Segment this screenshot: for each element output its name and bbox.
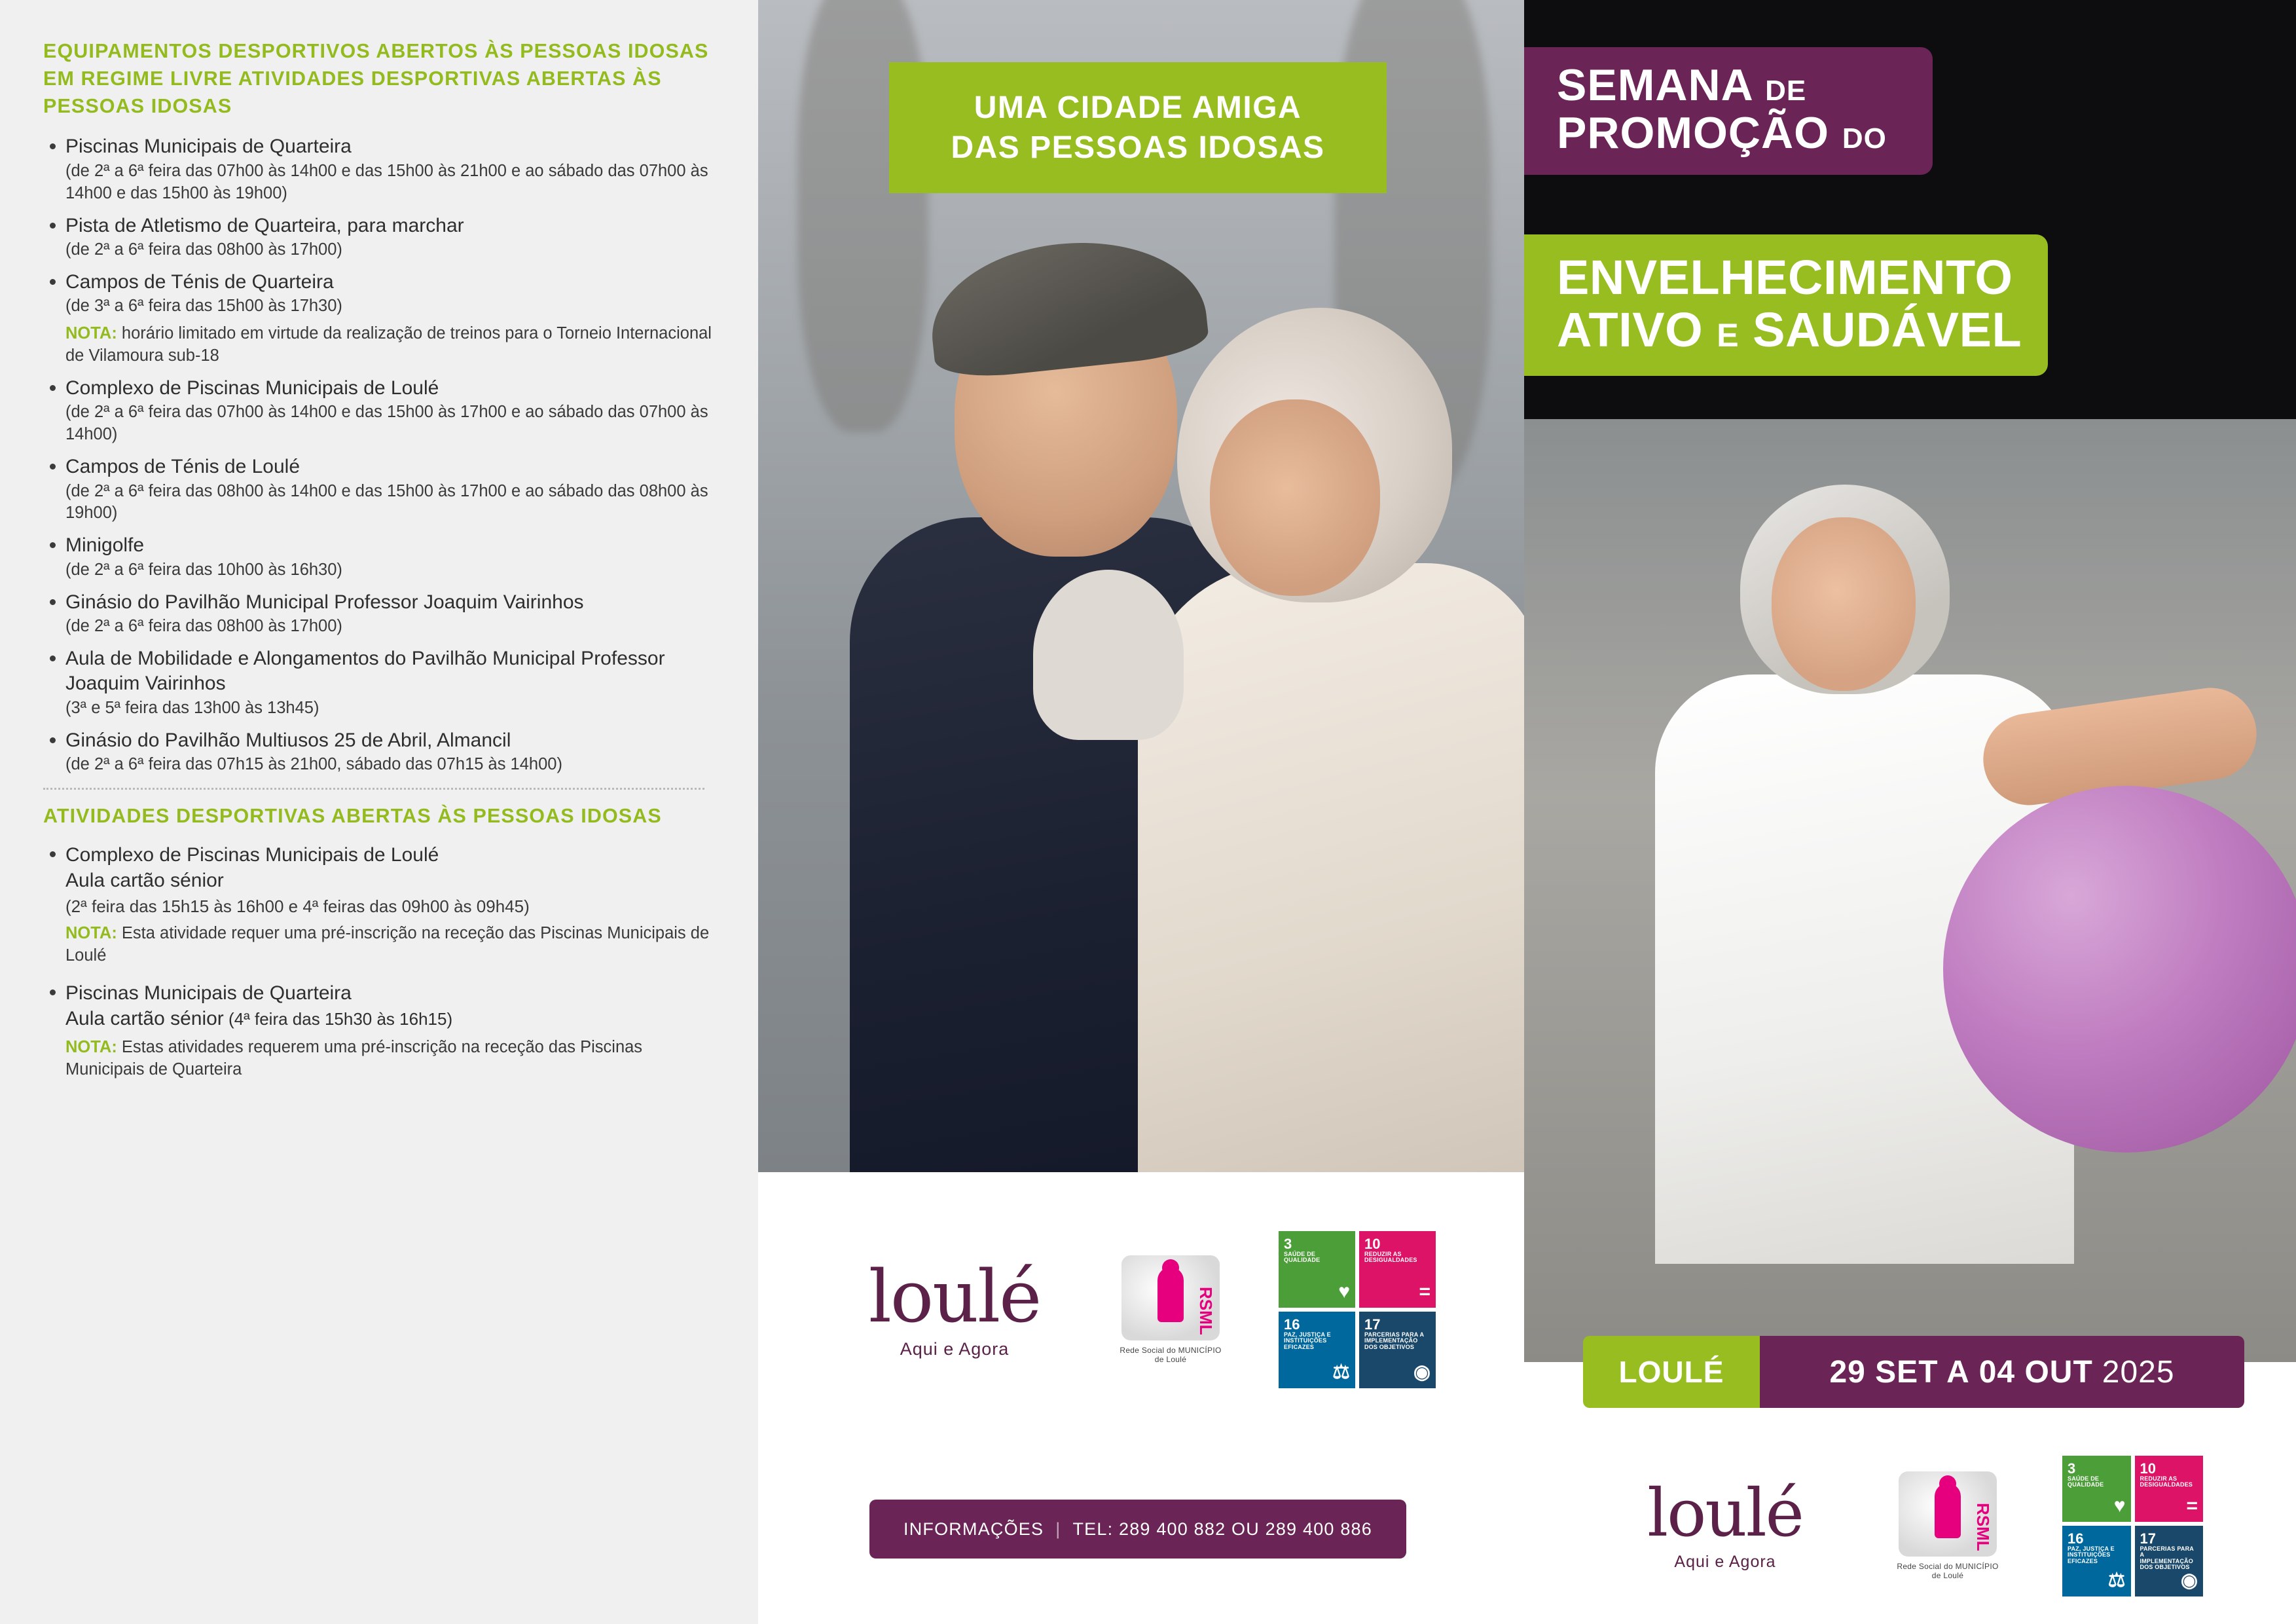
- sdg-heartbeat-icon: ♥: [1338, 1281, 1350, 1302]
- right-logo-row: [1524, 1428, 2296, 1624]
- item-schedule: (de 2ª a 6ª feira das 07h00 às 14h00 e das 15h00 às 17h00 e ao sábado das 07h00 às 14h00): [65, 403, 708, 444]
- title-semana: SEMANA: [1557, 60, 1753, 110]
- item-title: Ginásio do Pavilhão Municipal Professor Joaquim Vairinhos: [65, 591, 584, 613]
- sdg-name: PAZ, JUSTIÇA E INSTITUIÇÕES EFICAZES: [2068, 1545, 2115, 1564]
- loule-tagline: Aqui e Agora: [1674, 1552, 1776, 1571]
- activity-subtitle-text: Aula cartão sénior: [65, 1008, 224, 1030]
- activity-title: Piscinas Municipais de Quarteira: [65, 982, 352, 1005]
- list-item: [43, 376, 719, 446]
- item-title: Piscinas Municipais de Quarteira: [65, 136, 352, 158]
- activity-subtitle: [65, 1006, 719, 1031]
- sdg-name: REDUZIR AS DESIGUALDADES: [1364, 1251, 1417, 1264]
- item-schedule: (3ª e 5ª feira das 13h00 às 13h45): [65, 698, 319, 717]
- rsml-letters: RSML: [1973, 1503, 1993, 1551]
- item-schedule: (de 2ª a 6ª feira das 07h00 às 14h00 e das 15h00 às 21h00 e ao sábado das 07h00 às 14h00 e das 15h00 às 19h00): [65, 161, 708, 202]
- list-item: [43, 533, 719, 581]
- note-text: Estas atividades requerem uma pré-inscrição na receção das Piscinas Municipais de Quarteira: [65, 1038, 643, 1079]
- list-item: [43, 842, 719, 967]
- activity-title: Complexo de Piscinas Municipais de Loulé: [65, 843, 439, 866]
- activity-subtitle-schedule: (4ª feira das 15h30 às 16h15): [223, 1009, 453, 1029]
- event-title-green: [1524, 234, 2048, 376]
- sdg-goals-grid: [1279, 1231, 1436, 1388]
- rsml-letters: RSML: [1196, 1287, 1216, 1335]
- item-title: Ginásio do Pavilhão Multiusos 25 de Abril, Almancil: [65, 729, 511, 751]
- sdg-name: PARCERIAS PARA A IMPLEMENTAÇÃO DOS OBJETIVOS: [2140, 1545, 2194, 1571]
- item-title: Aula de Mobilidade e Alongamentos do Pavilhão Municipal Professor Joaquim Vairinhos: [65, 647, 665, 695]
- sdg-goal-3: [2062, 1456, 2131, 1522]
- list-item: [43, 728, 719, 776]
- activity-schedule: (2ª feira das 15h15 às 16h00 e 4ª feiras das 09h00 às 09h45): [65, 896, 530, 916]
- sdg-goal-10: [2135, 1456, 2204, 1522]
- item-schedule: (de 2ª a 6ª feira das 07h15 às 21h00, sábado das 07h15 às 14h00): [65, 755, 562, 774]
- sdg-name: SAÚDE DE QUALIDADE: [2068, 1475, 2104, 1488]
- item-note: [65, 323, 719, 367]
- rsml-caption: Rede Social do MUNICÍPIO de Loulé: [1897, 1562, 1999, 1580]
- middle-logo-row: [758, 1205, 1524, 1414]
- item-schedule: (de 2ª a 6ª feira das 08h00 às 17h00): [65, 240, 342, 259]
- note-label: NOTA:: [65, 924, 117, 943]
- list-item: [43, 270, 719, 367]
- middle-panel: [758, 0, 1524, 1624]
- sdg-equals-icon: =: [1419, 1281, 1430, 1302]
- sdg-goal-10: [1359, 1231, 1436, 1308]
- note-text: horário limitado em virtude da realização de treinos para o Torneio Internacional de Vilamoura sub-18: [65, 324, 712, 365]
- title-line-4: [1557, 304, 2022, 356]
- senior-woman-face: [1210, 399, 1380, 596]
- loule-logo: [1617, 1474, 1833, 1572]
- item-schedule: (de 2ª a 6ª feira das 10h00 às 16h30): [65, 560, 342, 579]
- sdg-partnership-icon: ◉: [2180, 1569, 2198, 1591]
- title-promocao: PROMOÇÃO: [1557, 108, 1829, 158]
- friendly-city-banner: [889, 62, 1387, 193]
- sdg-name: PARCERIAS PARA A IMPLEMENTAÇÃO DOS OBJETIVOS: [1364, 1331, 1424, 1350]
- sdg-heartbeat-icon: ♥: [2113, 1494, 2126, 1517]
- rsml-emblem: [1899, 1471, 1997, 1557]
- note-label: NOTA:: [65, 324, 117, 343]
- date-year: 2025: [2102, 1354, 2175, 1390]
- rsml-caption: Rede Social do MUNICÍPIO de Loulé: [1120, 1346, 1222, 1364]
- sdg-goal-16: [1279, 1312, 1355, 1388]
- title-e: E: [1717, 316, 1740, 354]
- left-heading-equipment: EQUIPAMENTOS DESPORTIVOS ABERTOS ÀS PESSOAS IDOSAS EM REGIME LIVRE ATIVIDADES DESPORTIVAS ABERTAS ÀS PESSOAS IDOSAS: [43, 40, 709, 117]
- title-saudavel: SAUDÁVEL: [1753, 302, 2022, 357]
- rsml-logo: [1892, 1471, 2003, 1580]
- note-label: NOTA:: [65, 1038, 117, 1057]
- activities-list: [43, 842, 719, 1081]
- sdg-partnership-icon: ◉: [1413, 1361, 1430, 1383]
- title-line-2: [1557, 109, 1887, 157]
- sdg-number: 10: [2140, 1460, 2156, 1477]
- sdg-name: REDUZIR AS DESIGUALDADES: [2140, 1475, 2193, 1488]
- item-title: Complexo de Piscinas Municipais de Loulé: [65, 377, 439, 399]
- banner-line-1: UMA CIDADE AMIGA: [974, 90, 1302, 125]
- sdg-number: 16: [1284, 1316, 1300, 1333]
- list-item: [43, 454, 719, 525]
- sdg-name: PAZ, JUSTIÇA E INSTITUIÇÕES EFICAZES: [1284, 1331, 1331, 1350]
- event-date-bar: [1583, 1336, 2244, 1408]
- sdg-number: 3: [2068, 1460, 2076, 1477]
- item-title: Campos de Ténis de Quarteira: [65, 270, 334, 293]
- title-de: DE: [1765, 75, 1807, 107]
- info-label: INFORMAÇÕES: [903, 1519, 1044, 1539]
- title-line-1: [1557, 62, 1887, 109]
- activity-note: [65, 1037, 719, 1081]
- rsml-emblem: [1121, 1255, 1220, 1340]
- senior-woman-body: [1138, 563, 1524, 1172]
- banner-line-2: DAS PESSOAS IDOSAS: [951, 130, 1325, 165]
- person-body-icon: [1157, 1267, 1184, 1322]
- rsml-logo: [1115, 1255, 1226, 1364]
- woman-with-ball-photo: [1524, 419, 2296, 1362]
- item-title: Pista de Atletismo de Quarteira, para marchar: [65, 214, 464, 236]
- item-schedule: (de 2ª a 6ª feira das 08h00 às 14h00 e das 15h00 às 17h00 e ao sábado das 08h00 às 19h00): [65, 481, 708, 523]
- item-schedule: (de 3ª a 6ª feira das 15h00 às 17h30): [65, 297, 342, 316]
- list-item: [43, 213, 719, 261]
- note-text: Esta atividade requer uma pré-inscrição na receção das Piscinas Municipais de Loulé: [65, 924, 710, 965]
- list-item: [43, 590, 719, 638]
- info-separator: |: [1055, 1519, 1061, 1539]
- sdg-number: 16: [2068, 1530, 2084, 1547]
- event-title-purple: [1524, 47, 1933, 175]
- city-label: LOULÉ: [1583, 1336, 1760, 1408]
- title-line-3: ENVELHECIMENTO: [1557, 250, 2013, 304]
- info-phone: TEL: 289 400 882 OU 289 400 886: [1072, 1519, 1372, 1539]
- activity-note: [65, 923, 719, 967]
- date-start: 29 SET A: [1829, 1354, 1970, 1390]
- left-panel: [0, 0, 758, 1624]
- senior-man-shirt: [1033, 570, 1184, 740]
- sdg-number: 17: [1364, 1316, 1381, 1333]
- date-range: [1760, 1336, 2244, 1408]
- left-heading-activities: ATIVIDADES DESPORTIVAS ABERTAS ÀS PESSOAS IDOSAS: [43, 804, 662, 827]
- sdg-goal-17: [2135, 1526, 2204, 1596]
- title-do: DO: [1842, 122, 1887, 155]
- activity-subtitle: Aula cartão sénior: [65, 869, 224, 891]
- date-end: 04 OUT: [1978, 1354, 2093, 1390]
- person-body-icon: [1935, 1483, 1961, 1538]
- title-ativo: ATIVO: [1557, 302, 1704, 357]
- sdg-goal-17: [1359, 1312, 1436, 1388]
- sdg-equals-icon: =: [2186, 1494, 2198, 1517]
- sdg-number: 17: [2140, 1530, 2156, 1547]
- list-item: [43, 980, 719, 1081]
- right-panel: [1524, 0, 2296, 1624]
- item-title: Minigolfe: [65, 534, 145, 557]
- equipment-list: [43, 134, 719, 776]
- sdg-justice-icon: ⚖: [2107, 1569, 2126, 1591]
- loule-logo: [847, 1254, 1063, 1359]
- item-schedule: (de 2ª a 6ª feira das 08h00 às 17h00): [65, 617, 342, 636]
- sdg-number: 10: [1364, 1236, 1381, 1252]
- section-divider: [43, 788, 704, 790]
- loule-wordmark: loulé: [868, 1254, 1041, 1338]
- list-item: [43, 134, 719, 204]
- woman-face: [1772, 517, 1916, 691]
- exercise-ball: [1943, 786, 2296, 1153]
- loule-tagline: Aqui e Agora: [900, 1338, 1010, 1359]
- contact-info-bar: [869, 1500, 1406, 1559]
- item-title: Campos de Ténis de Loulé: [65, 456, 301, 478]
- list-item: [43, 646, 719, 720]
- loule-wordmark: loulé: [1647, 1474, 1803, 1551]
- sdg-name: SAÚDE DE QUALIDADE: [1284, 1251, 1321, 1264]
- sdg-goals-grid: [2062, 1456, 2203, 1596]
- sdg-number: 3: [1284, 1236, 1292, 1252]
- sdg-justice-icon: ⚖: [1332, 1361, 1350, 1383]
- sdg-goal-16: [2062, 1526, 2131, 1596]
- sdg-goal-3: [1279, 1231, 1355, 1308]
